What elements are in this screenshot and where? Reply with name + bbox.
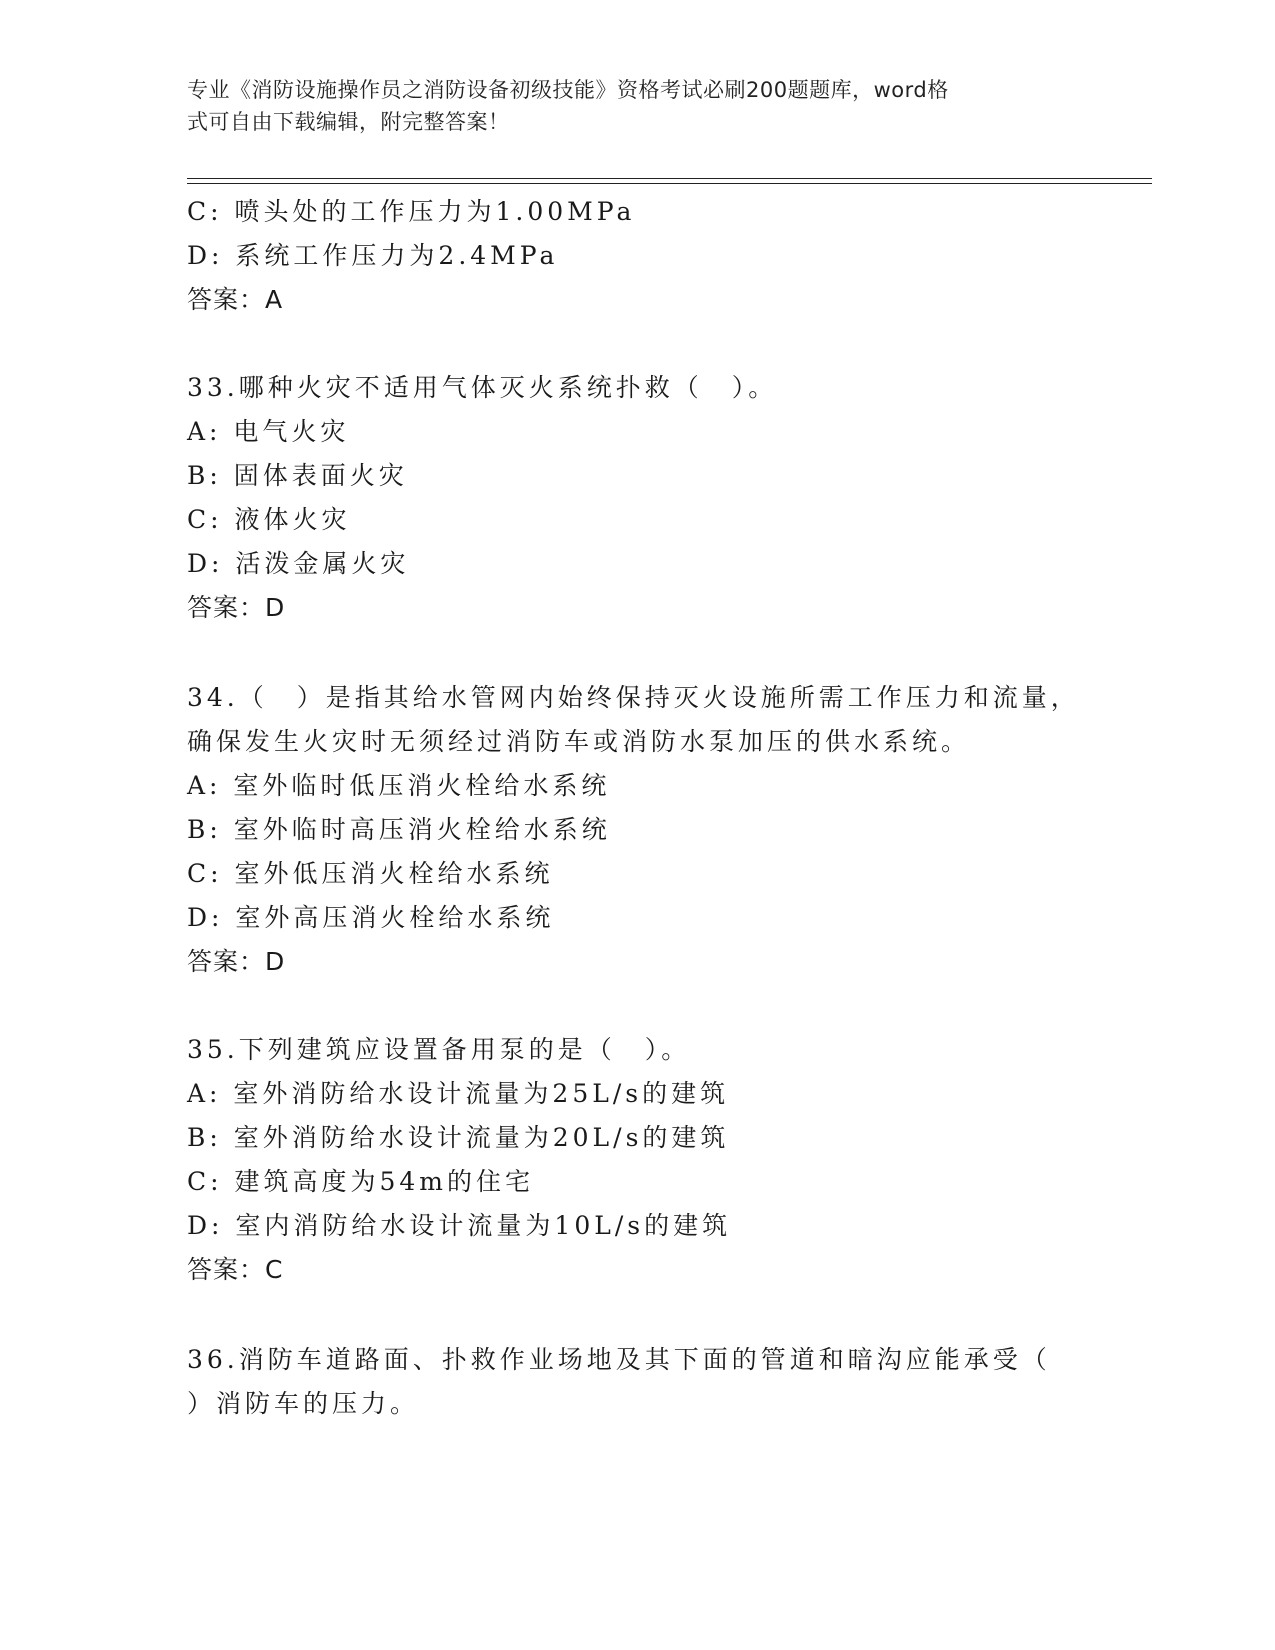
q34-question-line-2: 确保发生火灾时无须经过消防车或消防水泵加压的供水系统。 — [187, 727, 971, 756]
q33-answer: 答案：D — [187, 593, 286, 622]
q35-option-d: D: 室内消防给水设计流量为10L/s的建筑 — [187, 1211, 732, 1240]
q32-option-d: D: 系统工作压力为2.4MPa — [187, 241, 559, 270]
q32-option-c: C: 喷头处的工作压力为1.00MPa — [187, 197, 636, 226]
header-divider-top — [187, 178, 1152, 179]
q36-question-line-1: 36.消防车道路面、扑救作业场地及其下面的管道和暗沟应能承受（ — [187, 1345, 1051, 1374]
q34-question-line-1: 34.（ ）是指其给水管网内始终保持灭火设施所需工作压力和流量， — [187, 683, 1080, 712]
header-divider-bottom — [187, 183, 1152, 184]
q35-option-b: B: 室外消防给水设计流量为20L/s的建筑 — [187, 1123, 730, 1152]
header-line-1: 专业《消防设施操作员之消防设备初级技能》资格考试必刷200题题库，word格 — [187, 78, 949, 102]
q35-option-a: A: 室外消防给水设计流量为25L/s的建筑 — [187, 1079, 730, 1108]
header-line-2: 式可自由下载编辑，附完整答案！ — [187, 110, 510, 134]
q34-option-d: D: 室外高压消火栓给水系统 — [187, 903, 555, 932]
q34-option-c: C: 室外低压消火栓给水系统 — [187, 859, 554, 888]
q34-option-b: B: 室外临时高压消火栓给水系统 — [187, 815, 611, 844]
q33-option-a: A: 电气火灾 — [187, 417, 350, 446]
q35-question: 35.下列建筑应设置备用泵的是（ ）。 — [187, 1035, 691, 1064]
q36-question-line-2: ）消防车的压力。 — [187, 1389, 420, 1418]
page-header — [187, 74, 1067, 138]
q35-answer: 答案：C — [187, 1255, 284, 1284]
q32-answer: 答案：A — [187, 285, 284, 314]
q34-answer: 答案：D — [187, 947, 286, 976]
q33-option-b: B: 固体表面火灾 — [187, 461, 408, 490]
q33-option-d: D: 活泼金属火灾 — [187, 549, 410, 578]
q33-option-c: C: 液体火灾 — [187, 505, 351, 534]
q33-question: 33.哪种火灾不适用气体灭火系统扑救（ ）。 — [187, 373, 778, 402]
q34-option-a: A: 室外临时低压消火栓给水系统 — [187, 771, 611, 800]
q35-option-c: C: 建筑高度为54m的住宅 — [187, 1167, 535, 1196]
